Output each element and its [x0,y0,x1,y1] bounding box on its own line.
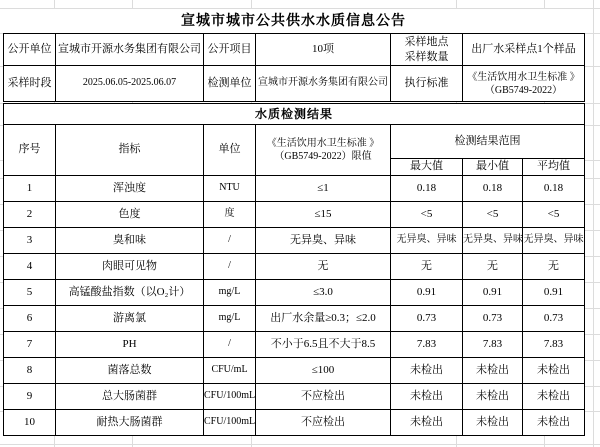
cell-limit: ≤15 [256,202,391,228]
cell-limit: 不小于6.5且不大于8.5 [256,332,391,358]
info-lab-value: 宣城市开源水务集团有限公司 [256,66,391,102]
col-header-limit-line1: 《生活饮用水卫生标准 》 [266,138,380,149]
cell-max: 0.18 [391,176,463,202]
table-row [4,280,585,306]
info-sampling-site-label-line1: 采样地点 [404,36,449,49]
cell-max: 未检出 [391,384,463,410]
col-header-indicator: 指标 [56,125,204,176]
cell-indicator: PH [56,332,204,358]
results-table [3,103,585,436]
cell-no: 7 [4,332,56,358]
cell-min: 0.91 [463,280,523,306]
cell-min: 无异臭、异味 [463,228,523,254]
cell-limit: 无 [256,254,391,280]
cell-unit: CFU/100mL [204,410,256,436]
cell-limit: 不应检出 [256,384,391,410]
info-sampling-site-value: 出厂水采样点1个样品 [463,34,585,66]
cell-avg: 未检出 [523,410,585,436]
cell-no: 8 [4,358,56,384]
cell-limit: 无异臭、异味 [256,228,391,254]
table-row [4,358,585,384]
cell-min: 未检出 [463,410,523,436]
cell-no: 5 [4,280,56,306]
cell-no: 10 [4,410,56,436]
cell-min: 7.83 [463,332,523,358]
cell-min: 未检出 [463,358,523,384]
cell-no: 6 [4,306,56,332]
cell-unit: mg/L [204,280,256,306]
cell-unit: / [204,332,256,358]
info-sampling-site-label [391,34,463,66]
cell-avg: 未检出 [523,384,585,410]
col-header-no: 序号 [4,125,56,176]
cell-no: 1 [4,176,56,202]
cell-no: 9 [4,384,56,410]
info-items-value: 10项 [256,34,391,66]
col-header-range: 检测结果范围 [391,125,585,159]
cell-max: 无 [391,254,463,280]
cell-limit: 不应检出 [256,410,391,436]
cell-max: 0.91 [391,280,463,306]
info-standard-value-line1: 《生活饮用水卫生标准 》 [467,71,580,83]
cell-indicator: 耐热大肠菌群 [56,410,204,436]
cell-no: 2 [4,202,56,228]
cell-avg: 0.73 [523,306,585,332]
cell-unit: CFU/mL [204,358,256,384]
cell-unit: mg/L [204,306,256,332]
info-lab-label: 检测单位 [204,66,256,102]
cell-max: <5 [391,202,463,228]
cell-unit: / [204,228,256,254]
cell-avg: 0.18 [523,176,585,202]
cell-max: 0.73 [391,306,463,332]
info-publisher-label: 公开单位 [4,34,56,66]
cell-max: 未检出 [391,410,463,436]
table-row [4,384,585,410]
table-row [4,228,585,254]
info-table [3,33,585,102]
info-period-label: 采样时段 [4,66,56,102]
cell-limit: 出厂水余量≥0.3；≤2.0 [256,306,391,332]
info-publisher-value: 宣城市开源水务集团有限公司 [56,34,204,66]
cell-indicator: 臭和味 [56,228,204,254]
cell-indicator: 肉眼可见物 [56,254,204,280]
col-header-limit-line2: （GB5749-2022）限值 [274,151,372,162]
cell-min: 未检出 [463,384,523,410]
cell-unit: / [204,254,256,280]
cell-indicator: 游离氯 [56,306,204,332]
info-period-value: 2025.06.05-2025.06.07 [56,66,204,102]
info-standard-value-line2: （GB5749-2022） [484,84,563,96]
cell-min: 无 [463,254,523,280]
page-title: 宣城市城市公共供水水质信息公告 [3,9,584,33]
info-items-label: 公开项目 [204,34,256,66]
col-header-avg: 平均值 [523,159,585,176]
col-header-limit [256,125,391,176]
cell-avg: 7.83 [523,332,585,358]
section-title: 水质检测结果 [4,104,585,125]
cell-min: 0.18 [463,176,523,202]
cell-avg: 无异臭、异味 [523,228,585,254]
col-header-unit: 单位 [204,125,256,176]
cell-unit: CFU/100mL [204,384,256,410]
cell-unit: NTU [204,176,256,202]
cell-limit: ≤3.0 [256,280,391,306]
info-standard-value [463,66,585,102]
table-row [4,306,585,332]
cell-min: 0.73 [463,306,523,332]
table-row [4,410,585,436]
table-row [4,254,585,280]
cell-unit: 度 [204,202,256,228]
cell-no: 4 [4,254,56,280]
col-header-max: 最大值 [391,159,463,176]
cell-max: 7.83 [391,332,463,358]
cell-indicator: 总大肠菌群 [56,384,204,410]
cell-limit: ≤1 [256,176,391,202]
cell-max: 未检出 [391,358,463,384]
info-standard-label: 执行标准 [391,66,463,102]
cell-min: <5 [463,202,523,228]
cell-avg: 未检出 [523,358,585,384]
cell-indicator: 浑浊度 [56,176,204,202]
cell-avg: 无 [523,254,585,280]
cell-indicator: 色度 [56,202,204,228]
table-row [4,202,585,228]
table-row [4,332,585,358]
table-row [4,176,585,202]
cell-avg: 0.91 [523,280,585,306]
info-sampling-site-label-line2: 采样数量 [404,50,449,63]
cell-avg: <5 [523,202,585,228]
cell-max: 无异臭、异味 [391,228,463,254]
col-header-min: 最小值 [463,159,523,176]
cell-indicator: 高锰酸盐指数（以O₂计） [56,280,204,306]
cell-limit: ≤100 [256,358,391,384]
cell-no: 3 [4,228,56,254]
cell-indicator: 菌落总数 [56,358,204,384]
